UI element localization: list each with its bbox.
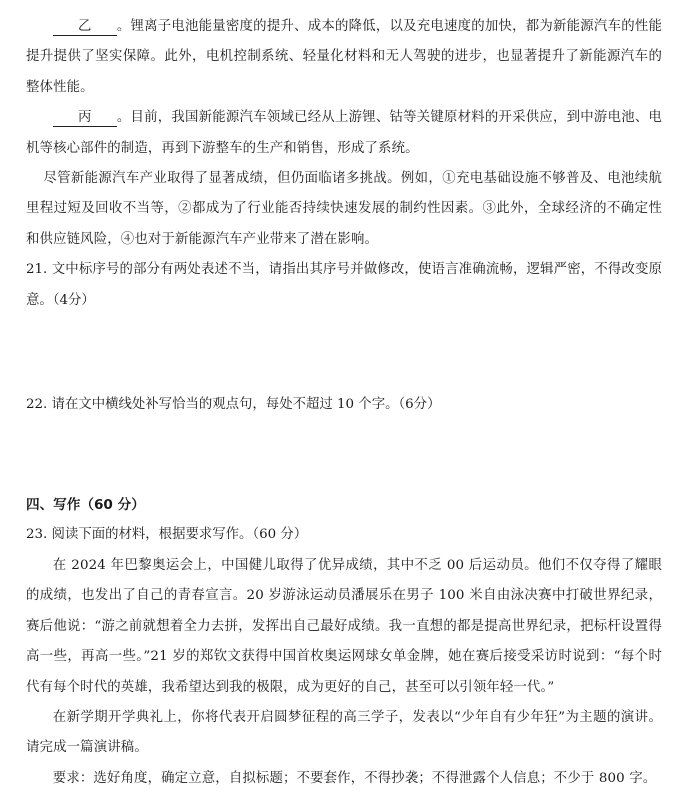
section-heading-writing: 四、写作（60 分）	[26, 497, 145, 514]
passage-text-bing: 。目前，我国新能源汽车领域已经从上游锂、钴等关键原材料的开采供应，到中游电池、电机等核心部件的制造，再到下游整车的生产和销售，形成了系统。	[26, 110, 662, 156]
blank-label-yi: 乙	[78, 19, 92, 34]
answer-blank-bing[interactable]	[53, 110, 117, 127]
passage-text-yi: 。锂离子电池能量密度的提升、成本的降低，以及充电速度的加快，都为新能源汽车的性能提升提供了坚实保障。此外，电机控制系统、轻量化材料和无人驾驶的进步，也显著提升了新能源汽车的整体性能。	[26, 19, 662, 95]
material-paragraph-speech: 在新学期开学典礼上，你将代表开启圆梦征程的高三学子，发表以“少年自有少年狂”为主题的演讲。请完成一篇演讲稿。	[26, 709, 662, 756]
passage-paragraph-challenges: 尽管新能源汽车产业取得了显著成绩，但仍面临诸多挑战。例如，①充电基础设施不够普及、电池续航里程过短及回收不当等，②都成为了行业能否持续快速发展的制约性因素。③此外，全球经济的不确定性和供应链风险，④也对于新能源汽车产业带来了潜在影响。	[26, 171, 662, 247]
blank-label-bing: 丙	[78, 110, 92, 126]
passage-paragraph-bing	[26, 103, 662, 164]
answer-blank-yi[interactable]	[53, 19, 117, 36]
passage-paragraph-yi	[26, 12, 662, 103]
question-23-intro: 23. 阅读下面的材料，根据要求写作。（60 分）	[26, 527, 308, 543]
answer-space-22[interactable]	[26, 420, 662, 490]
writing-requirements: 要求：选好角度，确定立意，自拟标题；不要套作，不得抄袭；不得泄露个人信息；不少于 800 字。	[52, 770, 657, 786]
material-paragraph-olympics: 在 2024 年巴黎奥运会上，中国健儿取得了优异成绩，其中不乏 00 后运动员。他们不仅夺得了耀眼的成绩，也发出了自己的青春宣言。20 岁游泳运动员潘展乐在男子 100 米自由泳决赛中打破世界纪录，赛后他说：“游之前就想着全力去拼，发挥出自己最好成绩。我一直想的都是提高世界纪录，把标杆设置得高一些，再高一些。”21 岁的郑钦文获得中国首枚奥运网球女单金牌，她在赛后接受采访时说到：“每个时代有每个时代的英雄，我希望达到我的极限，成为更好的自己，甚至可以引领年轻一代。”	[26, 557, 662, 695]
question-22: 22. 请在文中横线处补写恰当的观点句，每处不超过 10 个字。（6分）	[26, 397, 441, 413]
question-21: 21. 文中标序号的部分有两处表述不当，请指出其序号并做修改，使语言准确流畅，逻辑严密，不得改变原意。（4分）	[26, 262, 662, 308]
answer-space-21[interactable]	[26, 316, 662, 390]
